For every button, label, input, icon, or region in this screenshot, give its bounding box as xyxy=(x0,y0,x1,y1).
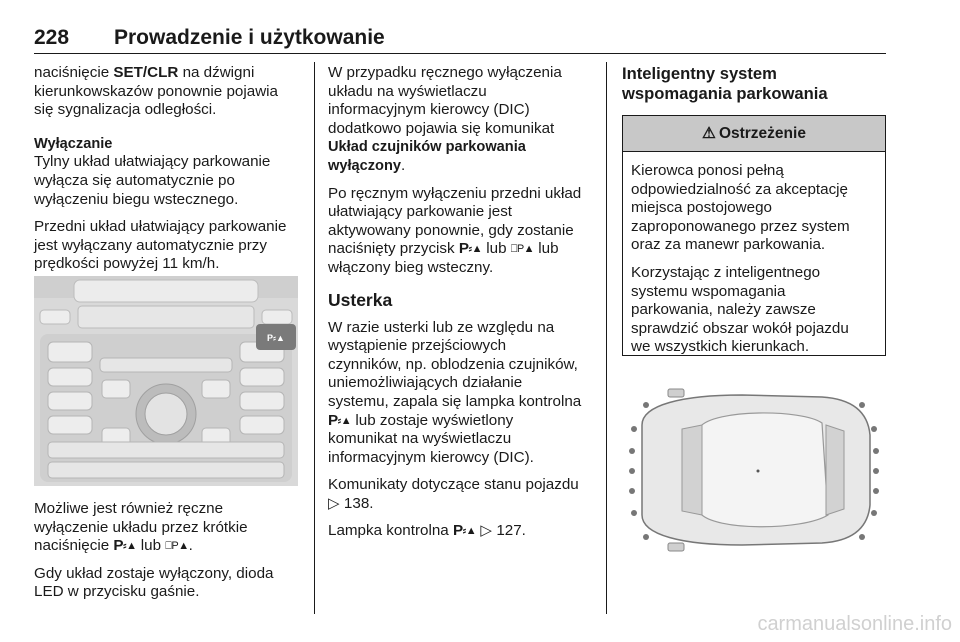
park-assist-icon: P⸗▲ xyxy=(452,522,477,540)
paragraph-vehicle-messages: Komunikaty dotyczące stanu pojazdu ▷ 138. xyxy=(328,476,579,512)
heading-usterka: Usterka xyxy=(328,289,393,310)
section-heading: Inteligentny system xyxy=(622,64,777,83)
park-assist-icon: P⸗▲ xyxy=(113,537,137,555)
page-title: Prowadzenie i użytkowanie xyxy=(114,26,385,49)
subheading-wylaczanie: Wyłączanie xyxy=(34,135,113,152)
advanced-park-icon: ⎕P▲ xyxy=(510,243,535,256)
paragraph-fault: W razie usterki lub ze względu na wystąpienie przejściowych czynników, np. oblodzenia czujników, uniemożliwiających działanie systemu, zapala się lampka kontrolna P⸗▲ lub zostaje wyświetlony komunikat na wyświetlaczu informacyjnym kierowcy (DIC). xyxy=(328,318,582,466)
warning-icon: ⚠ xyxy=(702,125,716,142)
car-roof xyxy=(700,413,828,527)
ref-arrow-icon: ▷ xyxy=(480,522,493,540)
paragraph-manual-off: Możliwe jest również ręczne wyłączenie układu przez krótkie naciśnięcie P⸗▲ lub ⎕P▲. xyxy=(34,500,248,555)
car-top-view-illustration xyxy=(622,365,886,575)
page-ref-link[interactable]: 127. xyxy=(496,522,526,540)
paragraph-set-clr: naciśnięcie SET/CLR na dźwigni kierunkowskazów ponownie pojawia się sygnalizacja odległości. xyxy=(34,64,278,119)
paragraph-reactivation: Po ręcznym wyłączeniu przedni układ ułatwiający parkowanie jest aktywowany ponownie, gdy zostanie naciśnięty przycisk P⸗▲ lub ⎕P▲ lub włączony bieg wsteczny. xyxy=(328,184,582,276)
ref-arrow-icon: ▷ xyxy=(328,494,340,512)
column-left-lower xyxy=(34,500,302,611)
park-assist-icon: P⸗▲ xyxy=(458,240,483,258)
page-ref-link[interactable]: 138. xyxy=(343,494,374,512)
side-mirror-left xyxy=(668,389,684,397)
park-assist-icon: P⸗▲ xyxy=(328,411,352,429)
page-number: 228 xyxy=(34,26,70,49)
advanced-park-icon: ⎕P▲ xyxy=(165,540,189,553)
column-left xyxy=(34,64,302,283)
set-clr-label: SET/CLR xyxy=(113,64,179,81)
windshield xyxy=(682,425,702,515)
warning-title: Ostrzeżenie xyxy=(718,124,806,142)
section-heading-line2: wspomagania parkowania xyxy=(622,84,828,103)
park-assist-button-label: P⸗▲ xyxy=(267,333,285,343)
paragraph-led-off: Gdy układ zostaje wyłączony, dioda LED w przycisku gaśnie. xyxy=(34,564,274,601)
column-right xyxy=(622,64,886,104)
paragraph-rear-off: Tylny układ ułatwiający parkowanie wyłącza się automatycznie po wyłączeniu biegu wstecznego. xyxy=(34,153,271,208)
paragraph-dic-message: W przypadku ręcznego wyłączenia układu na wyświetlaczu informacyjnym kierowcy (DIC) dodatkowo pojawia się komunikat Układ czujników parkowania wyłączony. xyxy=(328,64,562,174)
paragraph-control-lamp: Lampka kontrolna P⸗▲ ▷ 127. xyxy=(328,522,526,540)
warning-body: Kierowca ponosi pełną odpowiedzialność za akceptację miejsca postojowego zaproponowanego przez system oraz za manewr parkowania. Korzystając z inteligentnego systemu wspomagania parkowania, należy zawsze sprawdzić obszar wokół pojazdu we wszystkich kierunkach. xyxy=(631,162,850,356)
side-mirror-right xyxy=(668,543,684,551)
column-divider-1 xyxy=(314,62,315,614)
warning-box xyxy=(622,115,886,356)
column-divider-2 xyxy=(606,62,607,614)
rear-window xyxy=(826,425,844,515)
warning-header xyxy=(623,116,885,152)
paragraph-front-off: Przedni układ ułatwiający parkowanie jest wyłączany automatycznie przy prędkości powyżej 11 km/h. xyxy=(34,218,287,273)
center-console-photo xyxy=(34,276,298,486)
column-middle xyxy=(328,64,592,550)
page-header xyxy=(34,24,886,54)
watermark: carmanualsonline.info xyxy=(757,613,952,635)
